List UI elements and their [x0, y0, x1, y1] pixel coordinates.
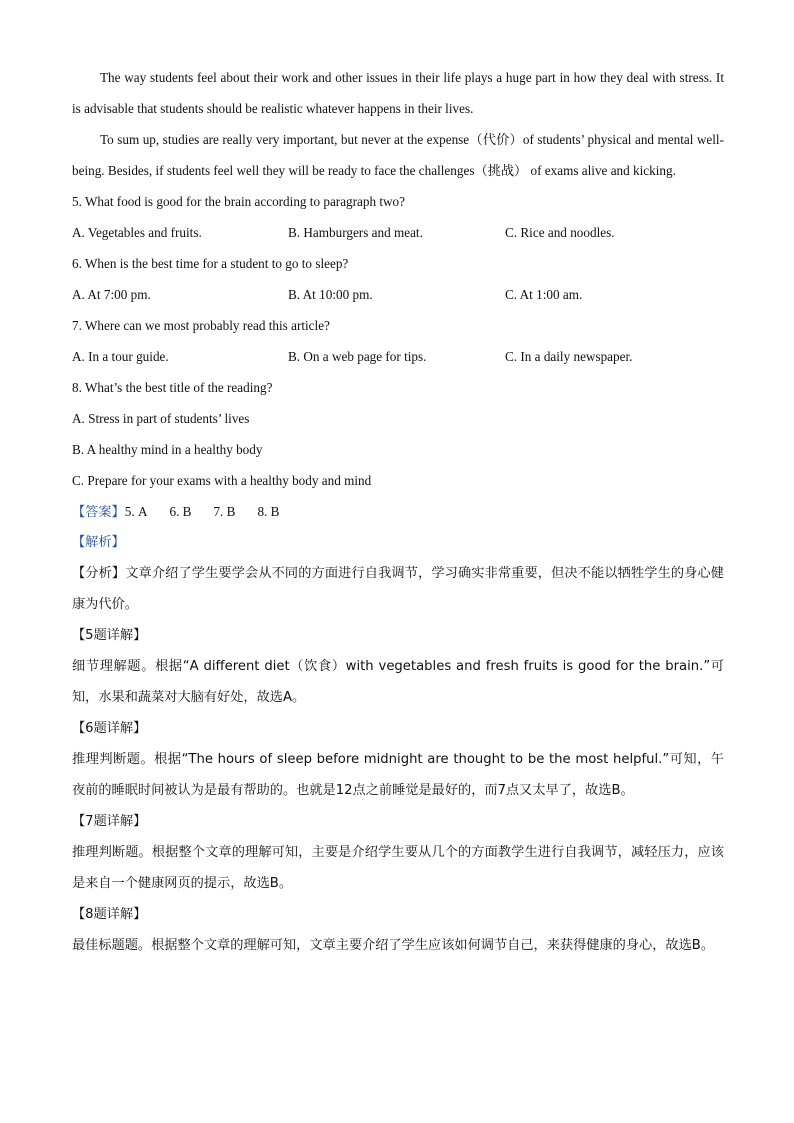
detail-text-5: 细节理解题。根据“A different diet（饮食）with vegetables and fresh fruits is good for the brain.”可知，水果和蔬菜对大脑有好处，故选A。 [72, 659, 724, 705]
option-b: B. A healthy mind in a healthy body [72, 442, 263, 457]
detail-heading-7: 【7题详解】 [72, 814, 147, 829]
summary-text: 文章介绍了学生要学会从不同的方面进行自我调节，学习确实非常重要，但决不能以牺牲学生的身心健康为代价。 [72, 566, 724, 612]
summary-tag: 【分析】 [72, 566, 126, 581]
analysis-summary [72, 558, 724, 620]
question-stem: 8. What’s the best title of the reading? [72, 380, 273, 395]
answer-item: 5. A [124, 504, 148, 519]
question-stem: 7. Where can we most probably read this article? [72, 318, 330, 333]
question-5 [72, 186, 724, 248]
document-page [72, 62, 724, 961]
answer-item: 6. B [169, 504, 192, 519]
option-a: A. Stress in part of students’ lives [72, 411, 250, 426]
option-b: B. Hamburgers and meat. [288, 225, 423, 240]
answer-tag: 【答案】 [72, 505, 125, 520]
question-options [72, 279, 724, 310]
detail-text-7: 推理判断题。根据整个文章的理解可知，主要是介绍学生要从几个的方面教学生进行自我调节，减轻压力，应该是来自一个健康网页的提示，故选B。 [72, 845, 724, 891]
option-a: A. Vegetables and fruits. [72, 225, 202, 240]
answer-item: 7. B [213, 504, 236, 519]
question-stem: 5. What food is good for the brain according to paragraph two? [72, 194, 406, 209]
question-stem: 6. When is the best time for a student to go to sleep? [72, 256, 349, 271]
detail-heading-8: 【8题详解】 [72, 907, 147, 922]
question-options [72, 217, 724, 248]
option-c: C. Rice and noodles. [505, 225, 615, 240]
analysis-heading [72, 527, 724, 558]
option-a: A. In a tour guide. [72, 349, 169, 364]
option-a: A. At 7:00 pm. [72, 287, 151, 302]
analysis-tag: 【解析】 [72, 535, 125, 550]
detail-heading-5: 【5题详解】 [72, 628, 147, 643]
answer-item: 8. B [257, 504, 280, 519]
passage-paragraph-1: The way students feel about their work and other issues in their life plays a huge part in how they deal with stress. It is advisable that students should be realistic whatever happens in their lives. [72, 70, 724, 116]
question-7 [72, 310, 724, 372]
option-c: C. At 1:00 am. [505, 287, 583, 302]
option-b: B. On a web page for tips. [288, 349, 427, 364]
detail-text-6: 推理判断题。根据“The hours of sleep before midnight are thought to be the most helpful.”可知，午夜前的睡眠时间被认为是最有帮助的。也就是12点之前睡觉是最好的，而7点又太早了，故选B。 [72, 752, 724, 798]
question-options [72, 341, 724, 372]
question-6 [72, 248, 724, 310]
option-b: B. At 10:00 pm. [288, 287, 373, 302]
detail-text-8: 最佳标题题。根据整个文章的理解可知，文章主要介绍了学生应该如何调节自己，来获得健康的身心，故选B。 [72, 938, 715, 953]
option-c: C. In a daily newspaper. [505, 349, 633, 364]
option-c: C. Prepare for your exams with a healthy body and mind [72, 473, 372, 488]
passage-paragraph-2: To sum up, studies are really very important, but never at the expense（代价）of students’ physical and mental well-being. Besides, if students feel well they will be ready to face the challenges（挑战） of exams alive and kicking. [72, 132, 724, 178]
detail-heading-6: 【6题详解】 [72, 721, 147, 736]
question-8 [72, 372, 724, 496]
answer-line [72, 496, 724, 527]
